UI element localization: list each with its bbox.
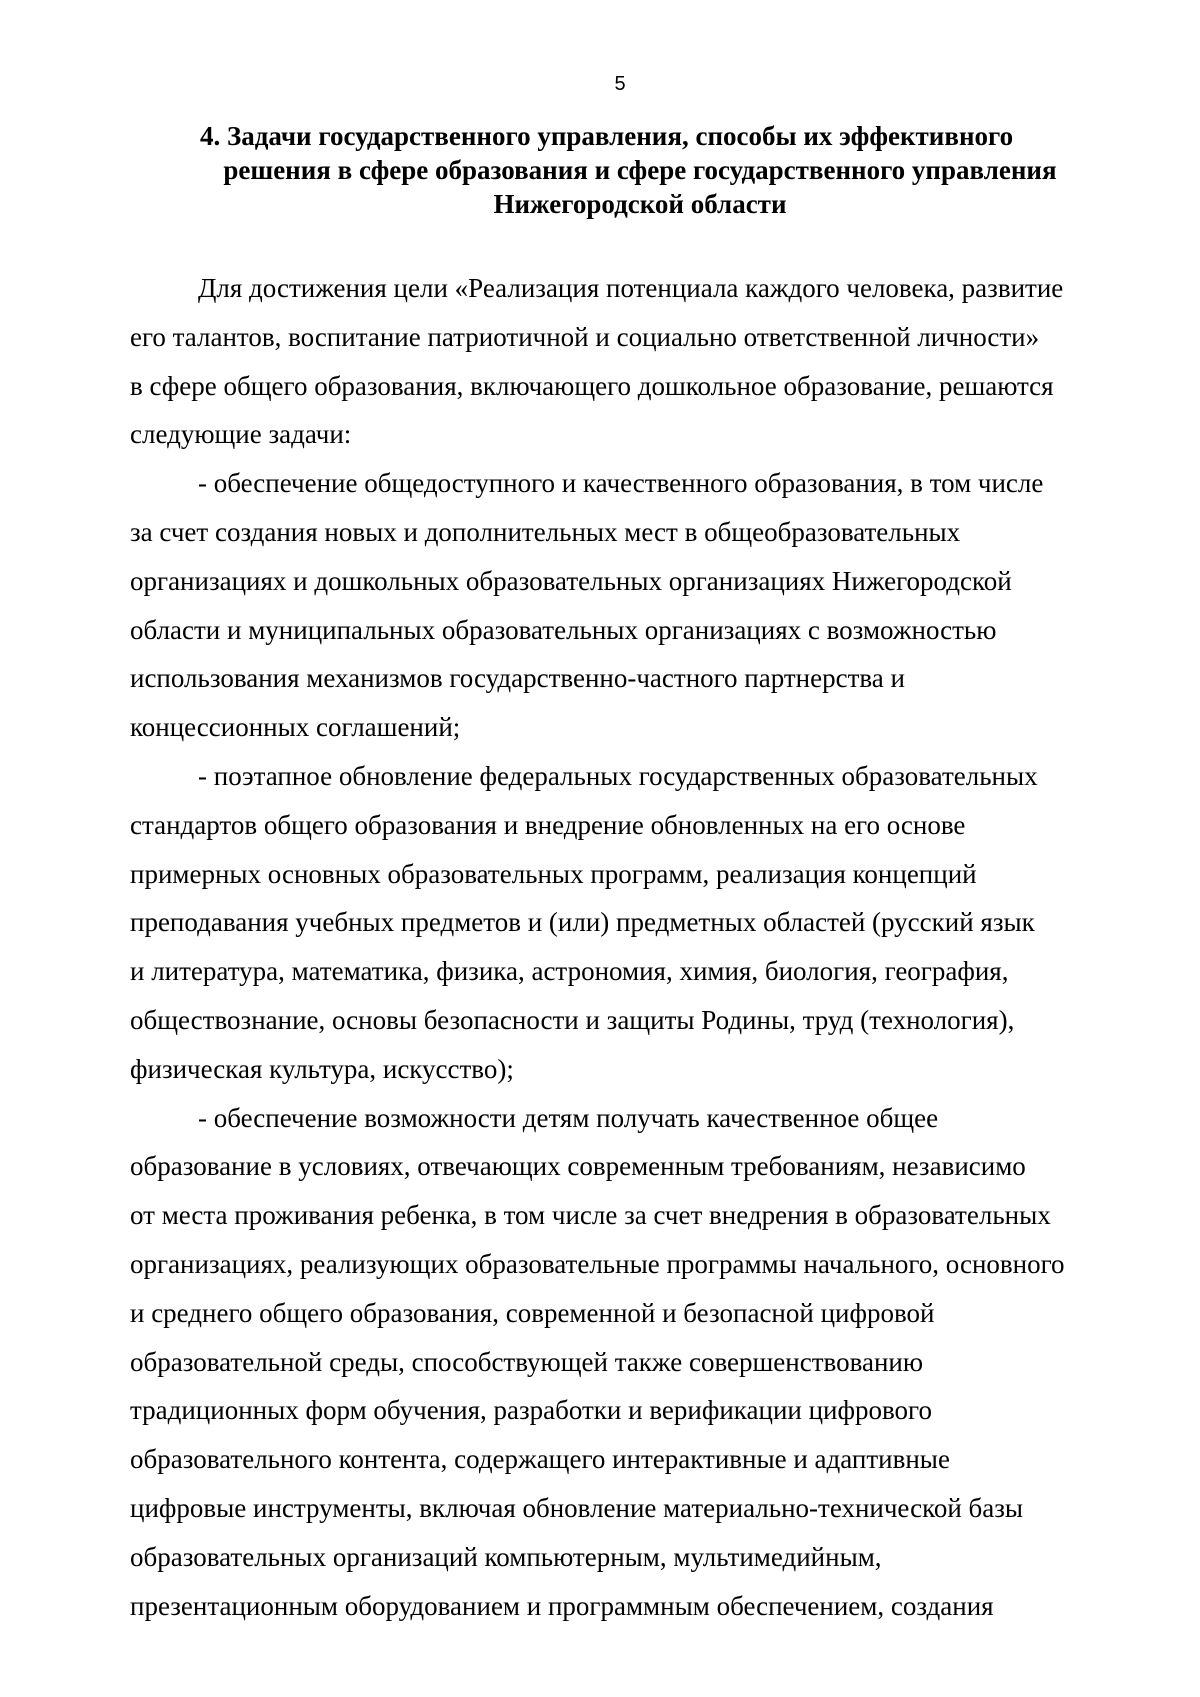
text-line: примерных основных образовательных программ, реализация концепций <box>130 858 977 889</box>
text-line: за счет создания новых и дополнительных мест в общеобразовательных <box>130 516 961 547</box>
text-line: образование в условиях, отвечающих современным требованиям, независимо <box>130 1151 1026 1182</box>
text-line: Для достижения цели «Реализация потенциала каждого человека, развитие <box>198 273 1064 303</box>
text-line: следующие задачи: <box>130 419 352 450</box>
paragraph-intro <box>130 264 1115 459</box>
text-line: стандартов общего образования и внедрение обновленных на его основе <box>130 809 966 840</box>
heading-line: Нижегородской области <box>493 189 787 219</box>
text-line: и среднего общего образования, современной и безопасной цифровой <box>130 1297 935 1328</box>
text-line: области и муниципальных образовательных организациях с возможностью <box>130 614 997 645</box>
text-line: преподавания учебных предметов и (или) предметных областей (русский язык <box>130 907 1035 938</box>
text-line: презентационным оборудованием и программным обеспечением, создания <box>130 1590 994 1621</box>
text-line: образовательной среды, способствующей также совершенствованию <box>130 1346 924 1377</box>
text-line: в сфере общего образования, включающего дошкольное образование, решаются <box>130 370 1054 401</box>
text-line: образовательных организаций компьютерным, мультимедийным, <box>130 1541 882 1572</box>
text-line: организациях и дошкольных образовательных организациях Нижегородской <box>130 565 1012 596</box>
text-line: - обеспечение общедоступного и качественного образования, в том числе <box>198 468 1044 499</box>
text-line: физическая культура, искусство); <box>130 1053 514 1084</box>
text-line: образовательного контента, содержащего интерактивные и адаптивные <box>130 1444 950 1475</box>
list-item-general-education-access <box>130 459 1115 752</box>
list-item-standards-update <box>130 752 1115 1094</box>
text-line: организациях, реализующих образовательные программы начального, основного <box>130 1248 1065 1279</box>
text-line: концессионных соглашений; <box>130 712 461 743</box>
text-line: обществознание, основы безопасности и защиты Родины, труд (технология), <box>130 1004 1015 1035</box>
text-line: и литература, математика, физика, астрономия, химия, биология, география, <box>130 956 1009 987</box>
text-line: использования механизмов государственно-частного партнерства и <box>130 663 905 694</box>
section-heading <box>200 119 1080 221</box>
text-line: его талантов, воспитание патриотичной и социально ответственной личности» <box>130 321 1040 352</box>
list-item-digital-environment <box>130 1094 1115 1631</box>
text-line: - поэтапное обновление федеральных государственных образовательных <box>198 760 1038 791</box>
heading-line: решения в сфере образования и сфере государственного управления <box>223 155 1057 185</box>
heading-line: 4. Задачи государственного управления, способы их эффективного <box>200 121 1014 151</box>
text-line: - обеспечение возможности детям получать качественное общее <box>198 1102 939 1133</box>
document-body <box>130 264 1115 1630</box>
page-number: 5 <box>614 73 626 95</box>
text-line: традиционных форм обучения, разработки и верификации цифрового <box>130 1395 932 1426</box>
text-line: цифровые инструменты, включая обновление материально-технической базы <box>130 1492 1024 1523</box>
text-line: от места проживания ребенка, в том числе за счет внедрения в образовательных <box>130 1200 1051 1231</box>
